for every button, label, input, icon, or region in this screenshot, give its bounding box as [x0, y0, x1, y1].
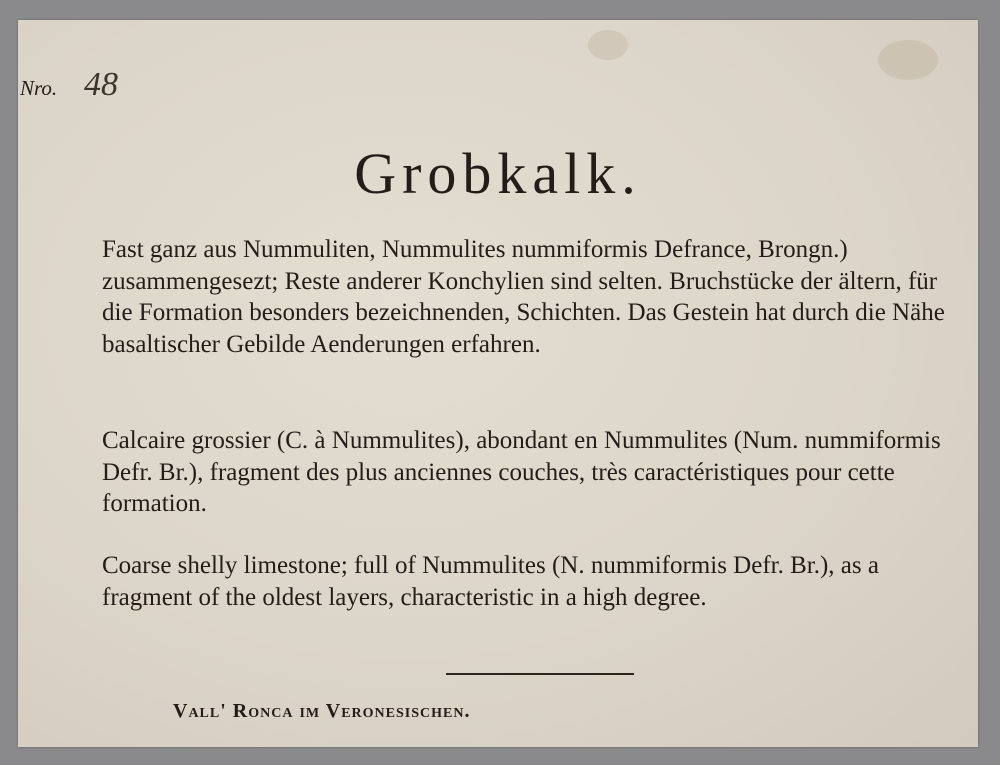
catalog-number [20, 66, 118, 103]
locality-line: Vall' Ronca im Veronesischen. [173, 700, 471, 722]
catalog-number-prefix: Nro. [20, 76, 58, 100]
label-title: Grobkalk. [354, 141, 642, 206]
catalog-number-handwritten: 48 [84, 66, 118, 103]
paper-stain [878, 40, 938, 80]
divider-rule [446, 673, 634, 675]
english-description: Coarse shelly limestone; full of Nummulites (N. nummiformis Defr. Br.), as a fragment of the oldest layers, characteristic in a high degree. [102, 552, 879, 611]
specimen-label [18, 20, 978, 747]
french-description: Calcaire grossier (C. à Nummulites), abondant en Nummulites (Num. nummiformis Defr. Br.), fragment des plus anciennes couches, très caractéristiques pour cette formation. [102, 427, 941, 517]
paper-stain [588, 30, 628, 60]
german-description: Fast ganz aus Nummuliten, Nummulites nummiformis Defrance, Brongn.) zusammengesezt; Reste anderer Konchylien sind selten. Bruchstücke der ältern, für die Formation besonders bezeichnenden, Schichten. Das Gestein hat durch die Nähe basaltischer Gebilde Aenderungen erfahren. [102, 236, 945, 358]
